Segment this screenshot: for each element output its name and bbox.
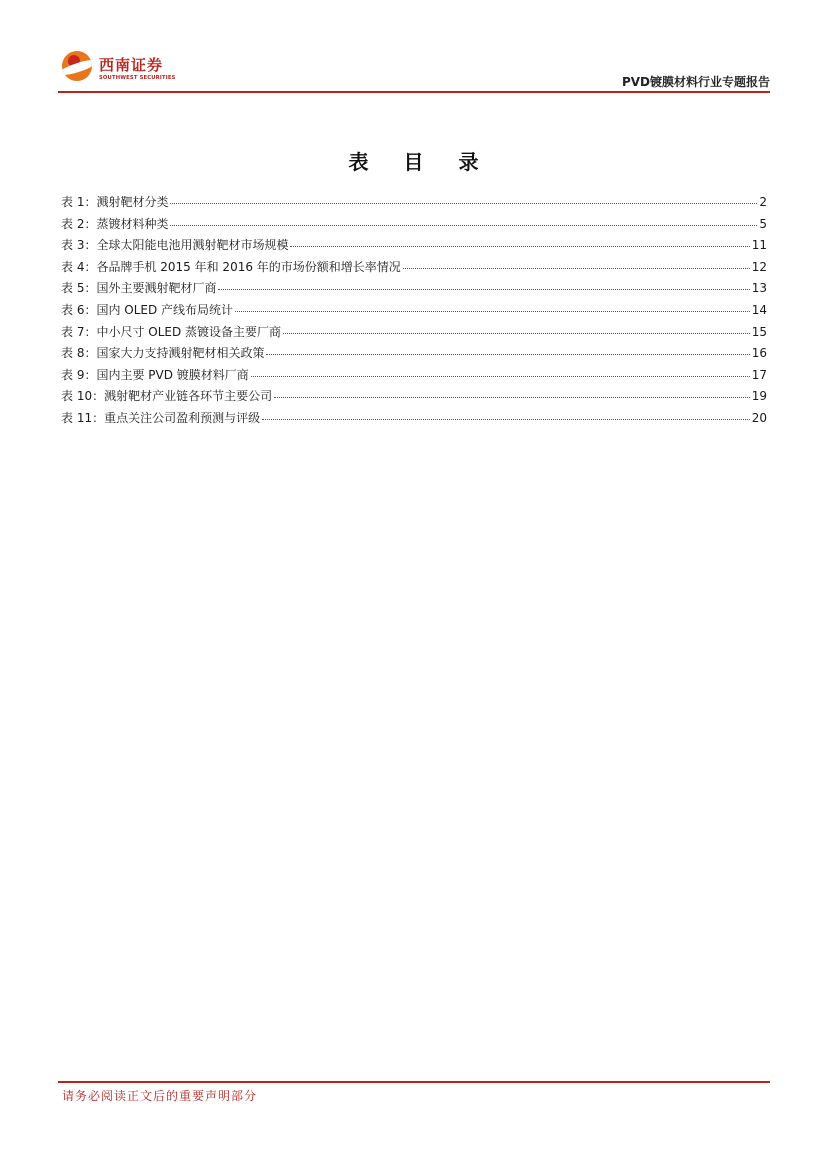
toc-entry-label: 表 7：中小尺寸 OLED 蒸镀设备主要厂商	[61, 324, 282, 339]
header-divider	[58, 91, 770, 93]
toc-entry[interactable]	[61, 257, 767, 279]
toc-leader-dots	[290, 237, 749, 247]
toc-entry-page: 11	[751, 238, 767, 253]
logo-chinese-name: 西南证券	[99, 56, 164, 74]
toc-leader-dots	[266, 345, 749, 355]
toc-entry[interactable]	[61, 365, 767, 387]
toc-leader-dots	[251, 367, 750, 377]
page-header	[58, 46, 770, 92]
toc-leader-dots	[235, 302, 750, 312]
toc-entry-label: 表 9：国内主要 PVD 镀膜材料厂商	[61, 367, 249, 382]
logo-english-name: SOUTHWEST SECURITIES	[99, 75, 176, 81]
toc-entry[interactable]	[61, 322, 767, 344]
toc-entry-label: 表 3：全球太阳能电池用溅射靶材市场规模	[61, 238, 289, 253]
toc-entry[interactable]	[61, 235, 767, 257]
toc-entry-page: 5	[759, 216, 767, 231]
toc-leader-dots	[283, 324, 750, 334]
toc-entry-label: 表 10：溅射靶材产业链各环节主要公司	[61, 389, 273, 404]
toc-entry[interactable]	[61, 408, 767, 430]
toc-entry-label: 表 11：重点关注公司盈利预测与评级	[61, 410, 261, 425]
toc-entry-label: 表 2：蒸镀材料种类	[61, 216, 169, 231]
toc-leader-dots	[403, 259, 750, 269]
logo-emblem-icon	[62, 51, 92, 81]
report-title: PVD镀膜材料行业专题报告	[621, 75, 770, 89]
toc-leader-dots	[262, 410, 750, 420]
toc-entry[interactable]	[61, 386, 767, 408]
footer-divider	[58, 1081, 770, 1083]
toc-entry[interactable]	[61, 278, 767, 300]
toc-entry[interactable]	[61, 214, 767, 236]
toc-entry[interactable]	[61, 300, 767, 322]
toc-entry-page: 2	[759, 195, 767, 209]
toc-entry[interactable]	[61, 192, 767, 214]
toc-entry-page: 15	[751, 324, 767, 339]
toc-entry-page: 13	[751, 281, 767, 296]
toc-entry[interactable]	[61, 343, 767, 365]
toc-entry-label: 表 1：溅射靶材分类	[61, 195, 169, 209]
footer-notice: 请务必阅读正文后的重要声明部分	[62, 1089, 258, 1103]
toc-entry-label: 表 6：国内 OLED 产线布局统计	[61, 302, 234, 317]
toc-entry-page: 17	[751, 367, 767, 382]
toc-entry-label: 表 4：各品牌手机 2015 年和 2016 年的市场份额和增长率情况	[61, 259, 401, 274]
toc-entry-page: 12	[751, 259, 767, 274]
toc-title: 表 目 录	[348, 150, 493, 174]
company-logo	[62, 48, 182, 84]
toc-entry-label: 表 5：国外主要溅射靶材厂商	[61, 281, 217, 296]
toc-leader-dots	[218, 280, 749, 290]
toc-leader-dots	[274, 388, 750, 398]
toc-entry-page: 19	[751, 389, 767, 404]
toc-entry-page: 16	[751, 346, 767, 361]
toc-entry-page: 14	[751, 302, 767, 317]
toc-leader-dots	[170, 194, 757, 204]
toc-entry-page: 20	[751, 410, 767, 425]
toc-entry-label: 表 8：国家大力支持溅射靶材相关政策	[61, 346, 265, 361]
toc-leader-dots	[170, 216, 757, 226]
table-of-contents	[61, 192, 767, 430]
